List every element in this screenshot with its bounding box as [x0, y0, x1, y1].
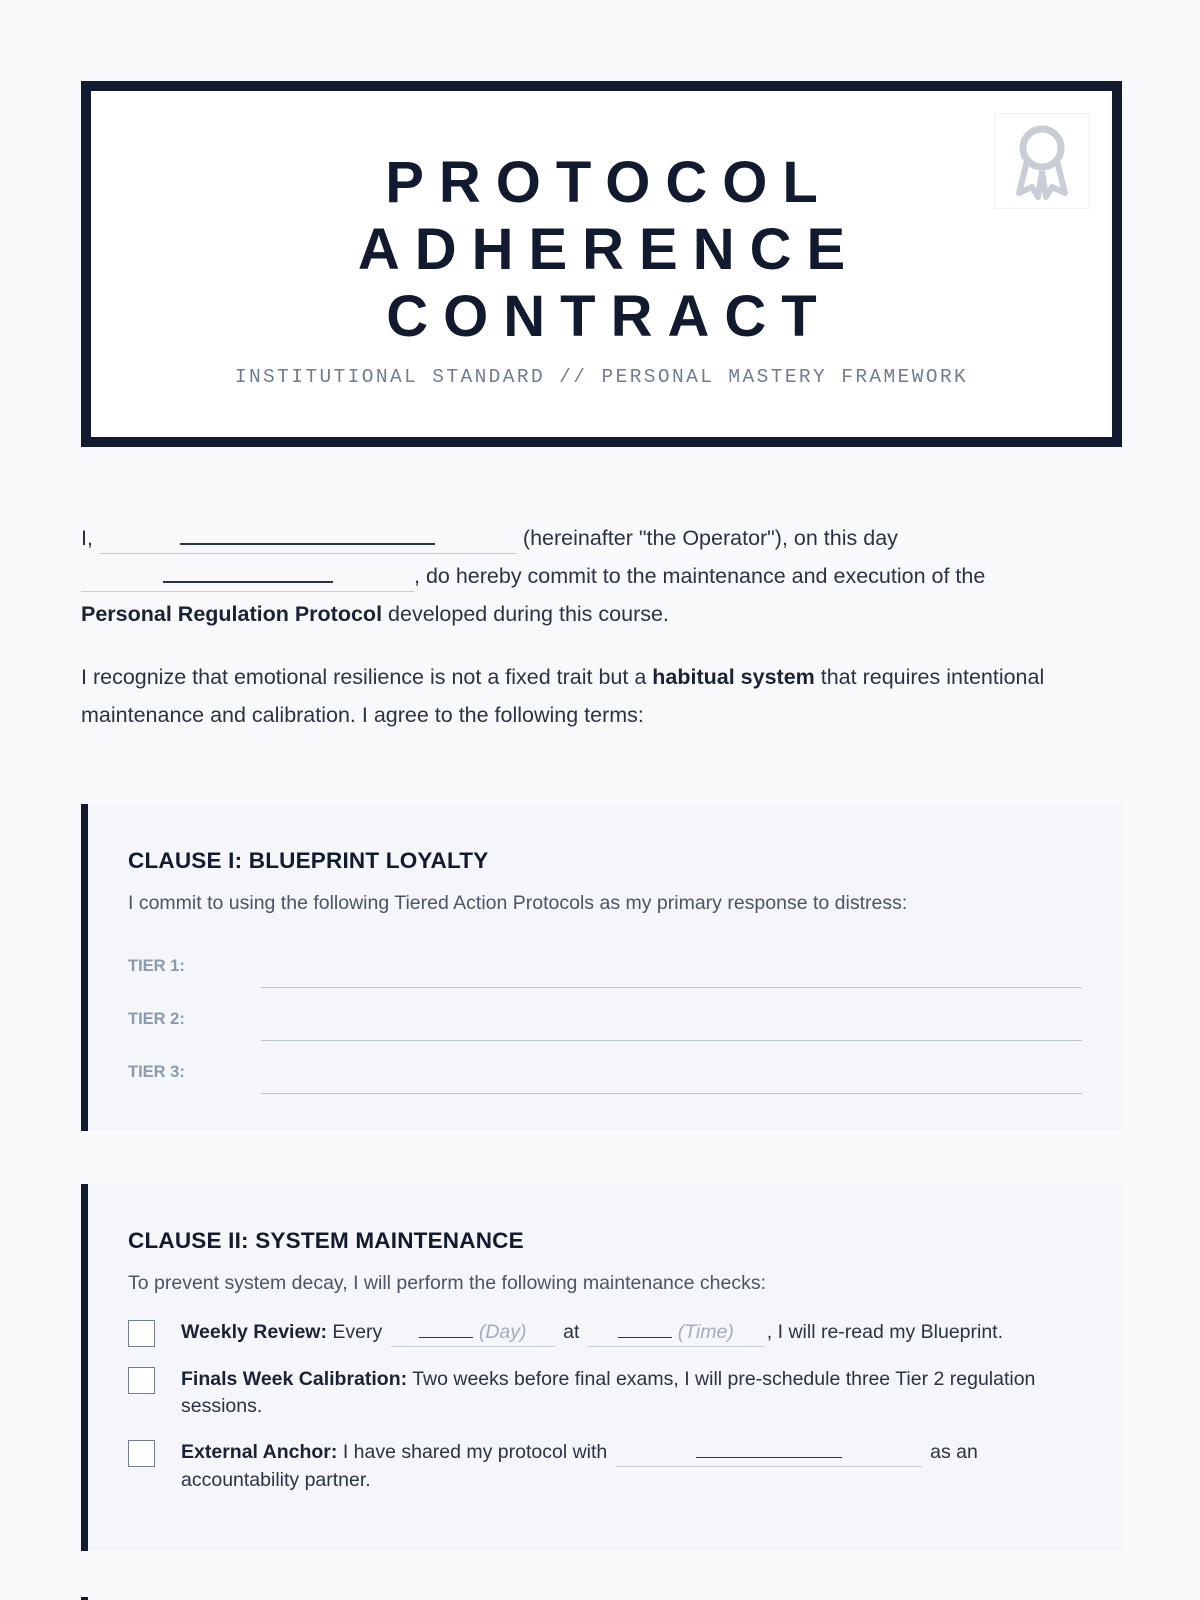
finals-calibration-body: Two weeks before final exams, I will pre-schedule three Tier 2 regulation sessions.	[181, 1368, 1036, 1417]
commit-date-field[interactable]	[81, 562, 414, 592]
tier-3-label: TIER 3:	[128, 1063, 185, 1081]
review-time-placeholder: (Time)	[677, 1321, 734, 1343]
title-line-2: ADHERENCE	[357, 217, 861, 282]
tier-1-label: TIER 1:	[128, 957, 185, 975]
tier-row	[128, 1041, 1082, 1094]
contract-page	[81, 81, 1122, 1551]
intro-p1-after-name: (hereinafter "the Operator"), on this day	[522, 526, 898, 550]
title-box	[81, 81, 1122, 447]
tier-3-input[interactable]	[261, 1064, 1082, 1094]
external-anchor-text-b: as an accountability partner.	[181, 1441, 978, 1491]
external-anchor-checkbox[interactable]	[128, 1440, 155, 1467]
subtitle: INSTITUTIONAL STANDARD // PERSONAL MASTERY FRAMEWORK	[234, 366, 969, 388]
intro-p1-start: I,	[81, 526, 93, 550]
finals-calibration-checkbox[interactable]	[128, 1367, 155, 1394]
external-anchor-text-a: I have shared my protocol with	[342, 1441, 608, 1463]
checklist-item-external-anchor	[128, 1439, 1082, 1494]
weekly-review-checkbox[interactable]	[128, 1320, 155, 1347]
clause-1-title: CLAUSE I: BLUEPRINT LOYALTY	[128, 848, 489, 873]
title-line-3: CONTRACT	[386, 284, 832, 349]
external-anchor-bold: External Anchor:	[181, 1441, 338, 1463]
clause-blueprint-loyalty	[81, 804, 1122, 1131]
tier-1-input[interactable]	[261, 958, 1082, 988]
weekly-review-text-a: Every	[332, 1321, 383, 1343]
clause-2-title: CLAUSE II: SYSTEM MAINTENANCE	[128, 1228, 524, 1253]
habitual-system-bold: habitual system	[652, 665, 815, 689]
tier-2-input[interactable]	[261, 1011, 1082, 1041]
finals-calibration-bold: Finals Week Calibration:	[181, 1368, 408, 1390]
intro-p1-after-date: , do hereby commit to the maintenance and execution of the	[414, 564, 986, 588]
intro-text	[81, 519, 1122, 734]
review-day-placeholder: (Day)	[478, 1321, 527, 1343]
intro-p2-start: I recognize that emotional resilience is not a fixed trait but a	[81, 665, 647, 689]
checklist-item-weekly-review	[128, 1319, 1082, 1347]
review-time-field[interactable]	[588, 1320, 764, 1347]
tier-list	[128, 935, 1082, 1094]
weekly-review-text-b: at	[563, 1321, 580, 1343]
checklist-item-finals-calibration	[128, 1366, 1082, 1420]
tier-2-label: TIER 2:	[128, 1010, 185, 1028]
title-line-1: PROTOCOL	[385, 150, 833, 215]
clause-2-lead: To prevent system decay, I will perform the following maintenance checks:	[128, 1272, 767, 1294]
finals-calibration-text	[181, 1366, 1082, 1420]
intro-paragraph-2	[81, 658, 1122, 734]
weekly-review-text	[181, 1319, 1003, 1347]
intro-p1-end: developed during this course.	[388, 602, 669, 626]
weekly-review-bold: Weekly Review:	[181, 1321, 327, 1343]
review-day-field[interactable]	[391, 1320, 555, 1347]
protocol-name-bold: Personal Regulation Protocol	[81, 602, 383, 626]
intro-p2-end: that requires intentional maintenance and calibration. I agree to the following terms:	[81, 665, 1045, 727]
tier-row	[128, 988, 1082, 1041]
tier-row	[128, 935, 1082, 988]
operator-name-field[interactable]	[99, 524, 517, 554]
clause-system-maintenance	[81, 1184, 1122, 1551]
clause-1-lead: I commit to using the following Tiered Action Protocols as my primary response to distress:	[128, 892, 908, 914]
external-anchor-text	[181, 1439, 1082, 1494]
weekly-review-text-c: , I will re-read my Blueprint.	[766, 1321, 1004, 1343]
award-ribbon-icon	[994, 113, 1090, 209]
intro-paragraph-1	[81, 519, 1122, 633]
accountability-partner-field[interactable]	[616, 1440, 922, 1467]
